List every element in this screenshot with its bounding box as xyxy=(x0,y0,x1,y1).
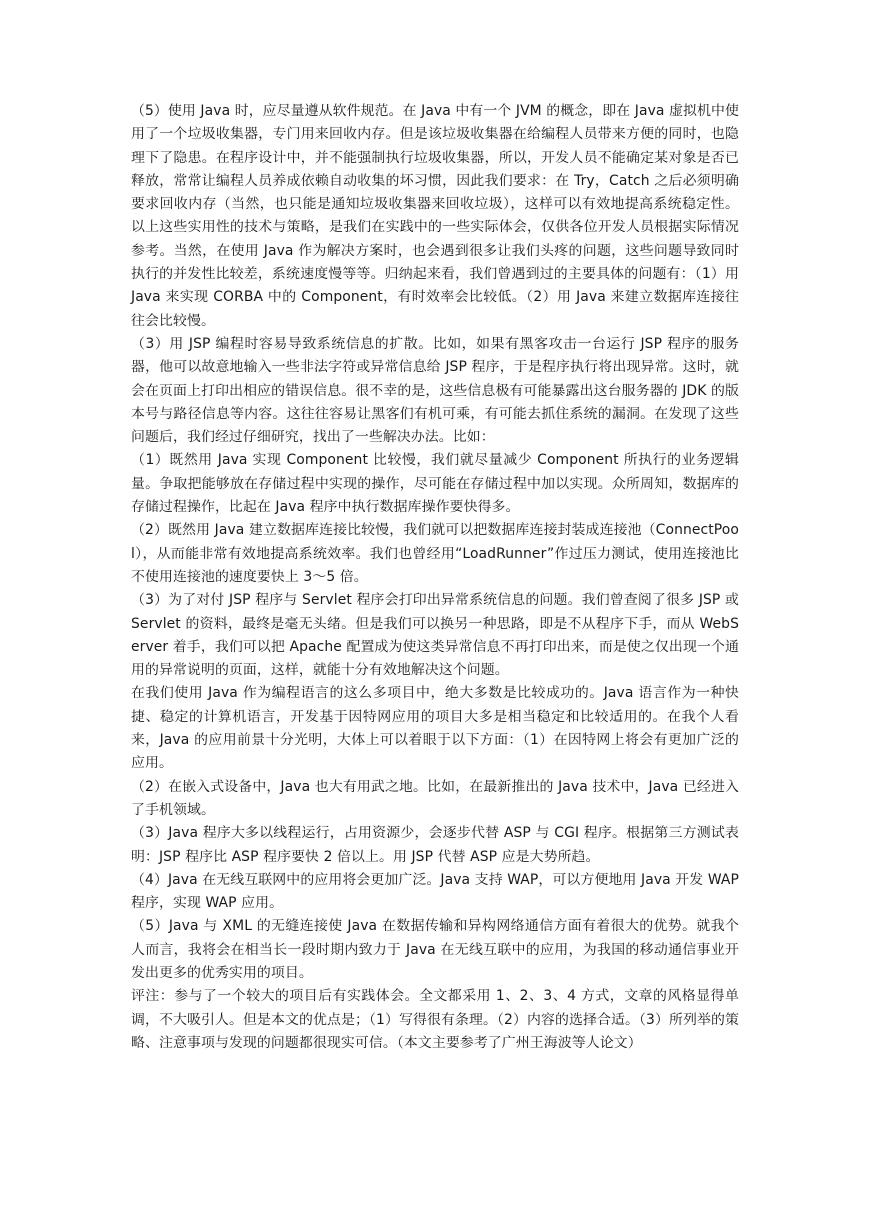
paragraph-prospect-wap: （4）Java 在无线互联网中的应用将会更加广泛。Java 支持 WAP，可以方便地用 Java 开发 WAP 程序，实现 WAP 应用。 xyxy=(131,871,739,912)
paragraph-java-prospects: 在我们使用 Java 作为编程语言的这么多项目中，绝大多数是比较成功的。Java 语言作为一种快捷、稳定的计算机语言，开发基于因特网应用的项目大多是相当稳定和比较适用的。在我个人看来，Java 的应用前景十分光明，大体上可以着眼于以下方面：（1）在因特网上将会有更加广泛的应用。 xyxy=(131,685,739,772)
paragraph-review-comment: 评注：参与了一个较大的项目后有实践体会。全文都采用 1、2、3、4 方式，文章的风格显得单调，不大吸引人。但是本文的优点是；（1）写得很有条理。（2）内容的选择合适。（3）所列举的策略、注意事项与发现的问题都很现实可信。（本文主要参考了广州王海波等人论文） xyxy=(131,988,739,1051)
paragraph-solution-connection-pool: （2）既然用 Java 建立数据库连接比较慢，我们就可以把数据库连接封装成连接池（ConnectPool），从而能非常有效地提高系统效率。我们也曾经用“LoadRunner”作过压力测试，使用连接池比不使用连接池的速度要快上 3～5 倍。 xyxy=(131,522,739,585)
paragraph-prospect-embedded: （2）在嵌入式设备中，Java 也大有用武之地。比如，在最新推出的 Java 技术中，Java 已经进入了手机领域。 xyxy=(131,778,739,818)
paragraph-java-standards: （5）使用 Java 时，应尽量遵从软件规范。在 Java 中有一个 JVM 的概念，即在 Java 虚拟机中使用了一个垃圾收集器，专门用来回收内存。但是该垃圾收集器在给编程人员带来方便的同时，也隐理下了隐患。在程序设计中，并不能强制执行垃圾收集器，所以，开发人员不能确定某对象是否已释放，常常让编程人员养成依赖自动收集的坏习惯，因此我们要求：在 Try，Catch 之后必须明确要求回收内存（当然，也只能是通知垃圾收集器来回收垃圾），这样可以有效地提高系统稳定性。以上这些实用性的技术与策略，是我们在实践中的一些实际体会，仅供各位开发人员根据实际情况参考。当然，在使用 Java 作为解决方案时，也会遇到很多让我们头疼的问题，这些问题导致同时执行的并发性比较差，系统速度慢等等。归纳起来看，我们曾遇到过的主要具体的问题有：（1）用 Java 来实现 CORBA 中的 Component，有时效率会比较低。（2）用 Java 来建立数据库连接往往会比较慢。 xyxy=(131,103,739,329)
paragraph-prospect-xml: （5）Java 与 XML 的无缝连接使 Java 在数据传输和异构网络通信方面有着很大的优势。就我个人而言，我将会在相当长一段时期内致力于 Java 在无线互联中的应用，为我国的移动通信事业开发出更多的优秀实用的项目。 xyxy=(131,918,739,981)
paragraph-solution-component: （1）既然用 Java 实现 Component 比较慢，我们就尽量减少 Component 所执行的业务逻辑量。争取把能够放在存储过程中实现的操作，尽可能在存储过程中加以实现。众所周知，数据库的存储过程操作，比起在 Java 程序中执行数据库操作要快得多。 xyxy=(131,452,739,516)
paragraph-jsp-info-leak: （3）用 JSP 编程时容易导致系统信息的扩散。比如，如果有黑客攻击一台运行 JSP 程序的服务器，他可以故意地输入一些非法字符或异常信息给 JSP 程序，于是程序执行将出现异常。这时，就会在页面上打印出相应的错误信息。很不幸的是，这些信息极有可能暴露出这台服务器的 JDK 的版本号与路径信息等内容。这往往容易让黑客们有机可乘，有可能去抓住系统的漏洞。在发现了这些问题后，我们经过仔细研究，找出了一些解决办法。比如： xyxy=(131,335,739,446)
paragraph-prospect-threads: （3）Java 程序大多以线程运行，占用资源少，会逐步代替 ASP 与 CGI 程序。根据第三方测试表明：JSP 程序比 ASP 程序要快 2 倍以上。用 JSP 代替 ASP 应是大势所趋。 xyxy=(131,825,739,865)
paragraph-solution-webserver: （3）为了对付 JSP 程序与 Servlet 程序会打印出异常系统信息的问题。我们曾查阅了很多 JSP 或 Servlet 的资料，最终是毫无头绪。但是我们可以换另一种思路，即是不从程序下手，而从 WebServer 着手，我们可以把 Apache 配置成为使这类异常信息不再打印出来，而是使之仅出现一个通用的异常说明的页面，这样，就能十分有效地解决这个问题。 xyxy=(131,592,739,679)
document-body xyxy=(131,100,739,1055)
